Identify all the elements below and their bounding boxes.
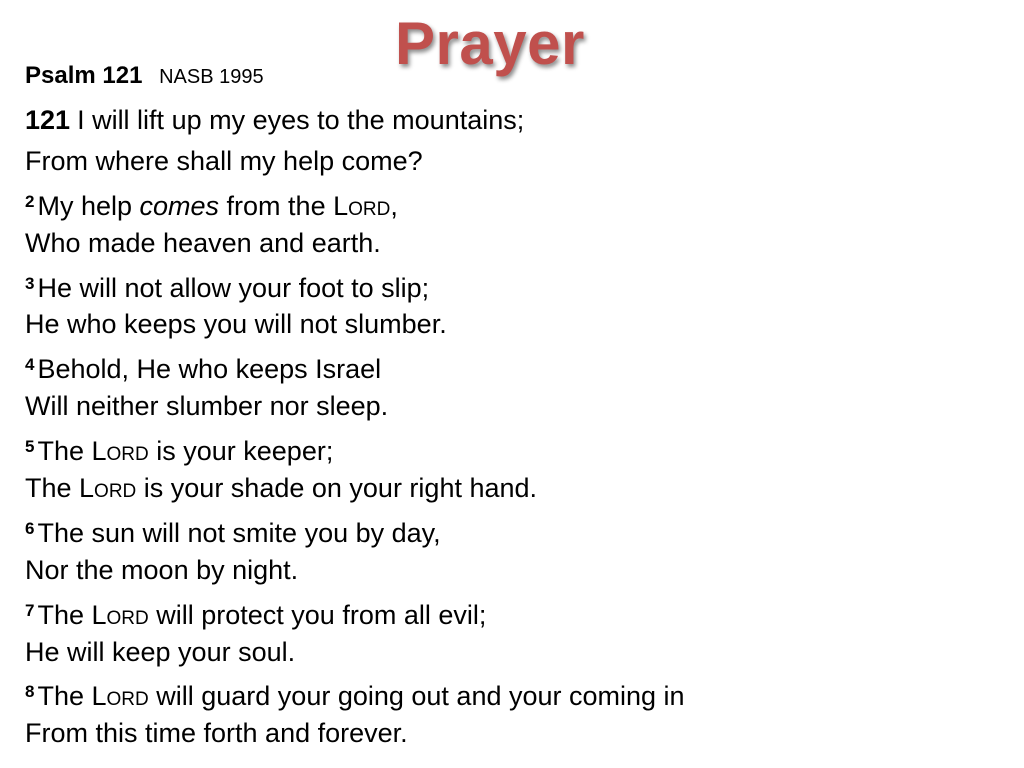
verse-line bbox=[25, 345, 685, 386]
verse-line bbox=[25, 672, 685, 713]
verse-line bbox=[25, 182, 685, 223]
verse-number: 6 bbox=[25, 518, 35, 538]
lord-small-caps: ord bbox=[348, 190, 391, 221]
psalm-verses bbox=[25, 100, 685, 754]
verse-text-pre: The L bbox=[25, 473, 95, 504]
verse-text: From where shall my help come? bbox=[25, 145, 423, 176]
verse-line bbox=[25, 550, 685, 591]
verse-line bbox=[25, 509, 685, 550]
verse-number: 3 bbox=[25, 273, 35, 293]
lord-small-caps: ord bbox=[106, 681, 149, 712]
verse-text-post: is your shade on your right hand. bbox=[136, 473, 538, 504]
verse-line bbox=[25, 427, 685, 468]
verse-line bbox=[25, 264, 685, 305]
verse-number: 4 bbox=[25, 355, 35, 375]
verse-line bbox=[25, 100, 685, 141]
verse-text: Will neither slumber nor sleep. bbox=[25, 391, 389, 422]
verse-number: 121 bbox=[25, 105, 71, 135]
verse-line bbox=[25, 223, 685, 264]
verse-text-post: , bbox=[390, 190, 398, 221]
verse-text-post: will guard your going out and your coming in bbox=[148, 681, 685, 712]
verse-number: 8 bbox=[25, 682, 35, 702]
verse-text-pre: The L bbox=[37, 681, 107, 712]
verse-text: He will not allow your foot to slip; bbox=[37, 272, 430, 303]
verse-text-mid: from the L bbox=[219, 190, 349, 221]
verse-text-pre: My help bbox=[37, 190, 140, 221]
lord-small-caps: ord bbox=[94, 473, 137, 504]
verse-text-pre: The L bbox=[37, 599, 107, 630]
verse-text-italic: comes bbox=[139, 190, 220, 221]
verse-text: Behold, He who keeps Israel bbox=[37, 354, 382, 385]
verse-line bbox=[25, 386, 685, 427]
verse-line bbox=[25, 713, 685, 754]
verse-line bbox=[25, 141, 685, 182]
verse-line bbox=[25, 591, 685, 632]
verse-text: From this time forth and forever. bbox=[25, 718, 408, 749]
verse-line bbox=[25, 468, 685, 509]
verse-line bbox=[25, 632, 685, 673]
verse-text: He who keeps you will not slumber. bbox=[25, 309, 447, 340]
slide-title: Prayer bbox=[395, 10, 585, 77]
verse-line bbox=[25, 304, 685, 345]
verse-text: Nor the moon by night. bbox=[25, 554, 299, 585]
psalm-label: Psalm 121 bbox=[25, 62, 143, 89]
verse-number: 2 bbox=[25, 191, 35, 211]
lord-small-caps: ord bbox=[106, 599, 149, 630]
verse-text-post: is your keeper; bbox=[148, 436, 334, 467]
verse-number: 5 bbox=[25, 437, 35, 457]
verse-text: The sun will not smite you by day, bbox=[37, 517, 441, 548]
verse-text-pre: The L bbox=[37, 436, 107, 467]
verse-number: 7 bbox=[25, 600, 35, 620]
verse-text: He will keep your soul. bbox=[25, 636, 296, 667]
lord-small-caps: ord bbox=[106, 436, 149, 467]
verse-text: I will lift up my eyes to the mountains; bbox=[77, 105, 525, 135]
bible-version: NASB 1995 bbox=[159, 66, 264, 88]
verse-text-post: will protect you from all evil; bbox=[148, 599, 487, 630]
psalm-header bbox=[25, 64, 264, 88]
verse-text: Who made heaven and earth. bbox=[25, 227, 381, 258]
